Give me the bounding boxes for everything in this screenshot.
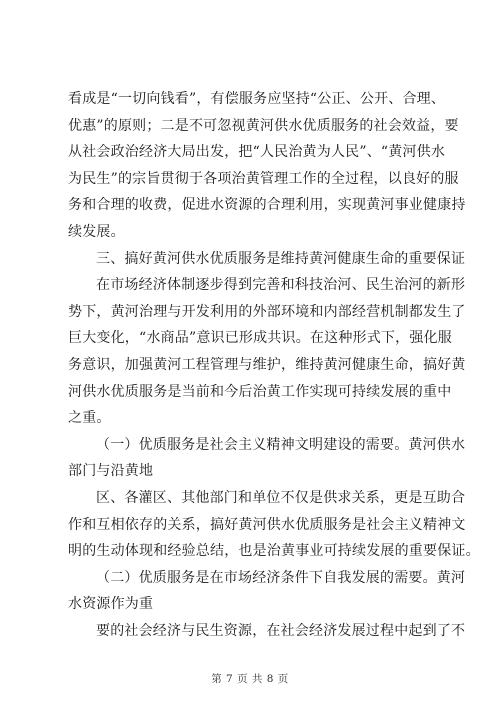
text-line: 部门与沿黄地 — [68, 463, 154, 479]
text-line: 务和合理的收费，促进水资源的合理利用，实现黄河事业健康持 — [68, 197, 466, 213]
text-line: 为民生”的宗旨贯彻于各项治黄管理工作的全过程，以良好的服 — [68, 171, 459, 187]
text-line: 续发展。 — [68, 224, 125, 240]
text-line: 看成是“一切向钱看”，有偿服务应坚持“公正、公开、合理、 — [68, 91, 446, 107]
text-line: 务意识，加强黄河工程管理与维护，维持黄河健康生命，搞好黄 — [68, 357, 466, 373]
text-line: 巨大变化，“水商品”意识已形成共识。在这种形式下，强化服 — [68, 330, 452, 346]
text-line: 势下，黄河治理与开发利用的外部环境和内部经营机制都发生了 — [68, 304, 466, 320]
text-line: 河供水优质服务是当前和今后治黄工作实现可持续发展的重中 — [68, 384, 452, 400]
text-line: 明的生动体现和经验总结，也是治黄事业可持续发展的重要保证。 — [68, 543, 480, 559]
text-line: 之重。 — [68, 410, 111, 426]
text-line: 水资源作为重 — [68, 596, 154, 612]
text-line: 在市场经济体制逐步得到完善和科技治河、民生治河的新形 — [96, 277, 466, 293]
text-line: （二）优质服务是在市场经济条件下自我发展的需要。黄河 — [96, 570, 466, 586]
section-heading: 三、搞好黄河供水优质服务是维持黄河健康生命的重要保证 — [96, 251, 466, 267]
text-line: 要的社会经济与民生资源，在社会经济发展过程中起到了不 — [96, 623, 466, 639]
page-number-footer: 第 7 页 共 8 页 — [211, 673, 289, 685]
text-line: 优惠”的原则；二是不可忽视黄河供水优质服务的社会效益，要 — [68, 118, 459, 134]
text-line: （一）优质服务是社会主义精神文明建设的需要。黄河供水 — [96, 437, 466, 453]
text-line: 从社会政治经济大局出发，把“人民治黄为人民”、“黄河供水 — [68, 144, 446, 160]
text-line: 作和互相依存的关系，搞好黄河供水优质服务是社会主义精神文 — [68, 517, 466, 533]
text-line: 区、各灌区、其他部门和单位不仅是供求关系，更是互助合 — [96, 490, 466, 506]
